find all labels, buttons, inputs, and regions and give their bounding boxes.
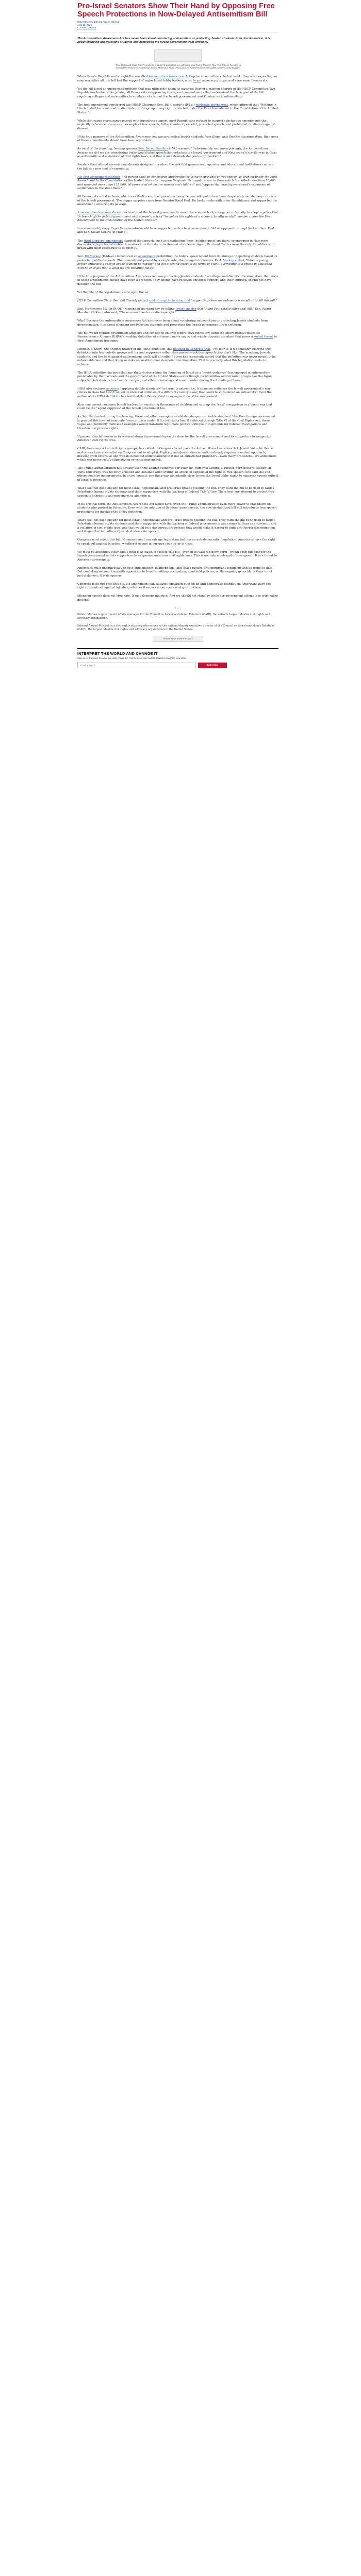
newsletter-subscribe-button[interactable]: Subscribe <box>198 663 227 668</box>
inline-link[interactable]: His first amendment clarified <box>77 175 121 179</box>
article-paragraph <box>77 319 278 327</box>
quoted-text: "supporting these amendments is an effort to kill this bill." <box>190 299 277 302</box>
paragraph-text: All Democrats voted in favor, which was itself a surprise given how many Democratic politicians have desperately avoided any criticism of the Israeli government. The bigger surprise came from Senator Rand Paul. He broke ranks with other Republicans and supported the amendment, ensuring its passage. <box>77 195 277 207</box>
article-paragraph <box>77 595 278 602</box>
article-paragraph <box>77 255 278 270</box>
article-photo <box>154 49 202 62</box>
article-paragraph <box>77 403 278 411</box>
article-paragraph <box>77 583 278 590</box>
paragraph-text: Also, one cannot condemn Israeli leaders for murdering thousands of children and sum up the "nazi" comparison in a harsh way that could be the "agent suppress" of the Israeli government too. <box>77 403 272 411</box>
paragraph-text: Yet the bill faced an unexpected problem that may ultimately doom its passage: During a markup hearing of the HELP Committee, two Republicans broke ranks, joining all Democrats in approving free speech amendments that undermined the true goal of the bill: requiring colleges and universities to conflate criticism of the Israeli government and Zionism with antisemitism. <box>77 87 275 98</box>
article-paragraph <box>77 227 278 235</box>
inline-link[interactable]: Antisemitism Awareness Act <box>149 75 190 79</box>
paragraph-text: Sen. Roger Marshall (R-Kan.) also said, <box>77 307 271 315</box>
inline-link[interactable]: moderate amendment <box>195 103 228 107</box>
paragraph-text: Sen. <box>77 255 85 259</box>
end-separator: • • • <box>174 606 182 610</box>
inline-link[interactable]: said during the hearing that <box>149 299 190 302</box>
article-dek: The Antisemitism Awareness Act has never been about countering antisemitism or protecting Jewish students from discrimination; it is about silencing pro-Palestine students and protecting the Israeli government from criticism. <box>77 37 270 44</box>
quoted-text: "no person shall be considered antisemitic for using their rights of free speech as granted under the First Amendment to the Constitution of the United States to… oppose Benjamin Netanyahu's war in Gaza which has killed more than 50,000 and wounded more than 115,000, 60 percent of whom are women and children" <box>77 175 277 187</box>
article-paragraph <box>77 519 278 534</box>
article-body <box>77 75 278 602</box>
newsletter-form <box>77 663 278 668</box>
inline-link[interactable]: amendment <box>138 255 156 259</box>
paragraph-text: If the true purpose of the Antisemitism Awareness Act was protecting Jewish students from illegal anti-Semitic discrimination, then none of these amendments should have been a problem. <box>77 135 278 143</box>
article-paragraph <box>77 147 278 159</box>
paragraph-text: as an example of free speech, full accounts of peaceful, protected speech, and prohibited retaliation against dissent. <box>77 123 275 130</box>
article-paragraph <box>77 120 278 131</box>
paragraph-text: Congress must reject this bill. No amendment can salvage legislation built on an anti-democratic foundation. Americans have the right to speak out against injustice, whether it occurs in our own country or in Gaza. <box>77 538 275 546</box>
article-paragraph <box>77 435 278 443</box>
inline-link[interactable]: Sen. Bernie Sanders <box>138 147 169 151</box>
article-paragraph <box>77 487 278 498</box>
paragraph-text: The Trump administration has already used this against students. For example, Rumeysa Ozturk, a Turkish-born doctoral student at Tufts University, was recently arrested and detained after writing an article in support of the right to free speech. She said she and others could be inappropriate. In a civil lawsuit, one thing was abundantly clear to me: the Israel lobby wants to suppress speech critical of Israel's atrocities. <box>77 467 278 482</box>
paragraph-text: That's still not good enough for most Israel Republicans and pro-Israel groups pushing the bill. They want the bill to be used to target Palestinian human rights students and their supporters with the backing of federal Title VI law. Therefore, any attempt to protect free speech is a threat to any movement to abandon it. <box>77 486 274 498</box>
quoted-text: "A breach of the federal government may compel a school “to violate the rights of a student, faculty, or staff member under the First Amendment to the Constitution of the United States.”" <box>77 215 272 222</box>
inline-link[interactable]: third Sanders' amendment <box>84 239 123 243</box>
inline-link[interactable]: Markey stated <box>223 259 244 262</box>
paragraph-text: If the true purpose of the Antisemitism Awareness Act was protecting Jewish students from illegal anti-Semitic discrimination, then none of these amendments should have been a problem. They should have received universal support, and their approval should not have derailed the bill. <box>77 275 278 286</box>
author-bios <box>77 613 278 632</box>
article-paragraph <box>77 551 278 562</box>
article-paragraph <box>77 275 278 286</box>
paragraph-text: The bill would require government agencies and schools to enforce federal civil rights law using the International Holocaust Remembrance Alliance (IHRA)'s working definition of antisemitism—a vague and widely disputed standard that poses a <box>77 331 260 339</box>
paragraph-text: CAIR, like many other civil rights groups, has called on Congress to not pass the Antisemitism Awareness Act. Jewish Voice for Peace and others have also called on Congress not to adopt it. Fighting anti-Jewish discrimination already requires a unified approach, drawing from extensive and well-documented understanding that not all anti-Zionist protesters—even many protesters—are antisemitic, which can never justify stigmatizing or censoring speech. <box>77 447 277 462</box>
quoted-text: "Rand Paul totally killed that bill." <box>204 307 254 311</box>
article-paragraph <box>77 176 278 191</box>
inline-link[interactable]: A second Sanders amendment <box>77 211 122 215</box>
newsletter-email-input[interactable] <box>77 663 196 668</box>
paragraph-text: to First Amendment freedoms. <box>77 335 277 343</box>
paragraph-text: "applying double standards" to Israel is antisemitic. If someone criticizes the Israeli government's war crimes in Gaza but hasn't issued an identical criticism of a different country's war, that could be considered an antisemitic. Even the author of the IHRA definition has testified that the standard is so vague it could be weaponized. <box>77 387 272 398</box>
paragraph-text: that <box>196 307 204 311</box>
article-paragraph <box>77 371 278 383</box>
article-paragraph <box>77 467 278 482</box>
article-headline: Pro-Israel Senators Show Their Hand by Opposing Free Speech Protections in Now-Delayed Antisemitism Bill <box>77 2 275 19</box>
paragraph-text: , <box>120 175 122 179</box>
article-paragraph <box>77 299 278 303</box>
paragraph-text: declared that the federal government cannot force any school, college, or university to adopt a policy that <box>122 211 278 215</box>
inline-link[interactable]: testified to Congress that <box>173 347 210 351</box>
article-paragraph <box>77 415 278 431</box>
paragraph-text: That's still not good enough for most Israeli Republicans and pro-Israel groups pushing the bill. They want the bill to be used to target Palestinian human rights students and their supporters with the backing of federal government's war crimes in Gaza as antisemitic and a violation of civil rights laws, and that would be a dangerous proposition that would make it harder to fight anti-Jewish discrimination and illegal discrimination of Jewish students for speech. <box>77 518 277 534</box>
quoted-text: HELP Committee Chair Sen. Bill Cassidy (R-La.) <box>77 299 149 302</box>
paragraph-text: , "My fear is, if we similarly enshrine this definition into law, outside groups will try and suppress—rather than answer—political speech they don't like. The academy, Jewish students, and the fight against antisemitism itself, will all suffer." Stern has repeatedly stated that the definition was never meant to be enforceable law and that doing so risks unconstitutional viewpoint discrimination. That is precisely what this legislation seeks to achieve. <box>77 347 276 366</box>
quoted-text: "When a young person criticizes a speech or the student newspaper and get a behind-effect of all forms of Fight. Everything to a prison in Louisiana with no charges that is what we are debating today." <box>77 259 272 270</box>
paragraph-text: Silencing speech does not stop hate. It only deepens injustice. And we should not stand by while our government attempts to criminalize dissent. <box>77 595 278 602</box>
quoted-text: As most of the founding, leading sponsor <box>77 147 139 151</box>
paragraph-text: advocacy groups, and even some Democrats. <box>201 79 268 82</box>
article-page <box>77 0 278 2576</box>
paragraph-text: If passed, this bill—even in its watered-down form—would open the door for the Israeli government and its supporters to weaponize American civil rights laws. <box>77 435 272 443</box>
paragraph-text: When Senate Republicans brought the so-called <box>77 75 149 79</box>
paragraph-text: The IHRA definition declares that any rhetoric describing the founding of Israel as a "racist endeavor" has engaged in antisemitism punishable by their schools and the government of the United States—even though racist militias and terrorist groups like the Irgun subjected Palestinians to a horrific campaign of ethnic cleansing and mass murder during the founding of Israel. <box>77 371 272 382</box>
author-bio: Robert McCaw is government affairs manager for the Council on American-Islamic Relations (CAIR), the nation's largest Muslim civil rights and advocacy organization. <box>77 613 270 620</box>
paragraph-text: (D-Mass.) introduced an <box>101 255 138 259</box>
article-paragraph <box>77 135 278 143</box>
quoted-text: "These amendments are disrespectful." <box>119 311 177 315</box>
article-paragraph <box>77 75 278 83</box>
paragraph-text: In a sane world, every Republican senator would have supported such a basic amendment. Yet all opposed it except for two: Sen. Paul and Sen. Susan Collins (R-Maine). <box>77 227 274 234</box>
paragraph-text: IHRA also declares <box>77 387 107 391</box>
paragraph-text: Kenneth S. Stern, the original drafter of the IHRA definition, has <box>77 347 173 351</box>
byline <box>77 21 278 29</box>
paragraph-text: While that vague reassurance passed with bipartisan support, most Republicans refused to support substantive amendments that explicitly referenced <box>77 119 268 127</box>
article-paragraph <box>77 195 278 207</box>
inline-link[interactable]: Israel <box>192 79 202 82</box>
paragraph-text: Americans must unequivocally oppose antisemitism, Islamophobia, anti-Black racism, anti-immigrant sentiment and all forms of hate. But conflating antisemitism with opposition to Israel's military occupation, apartheid policies, or the ongoing genocide in Gaza is not just dishonest. It is dangerous. <box>77 566 274 578</box>
inline-link[interactable]: accusing <box>106 387 120 391</box>
author-bio: Edward Ahmed Mitchell is a civil rights attorney who serves as the national deputy executive director of the Council on American-Islamic Relations (CAIR), the largest Muslim civil rights and advocacy organization in the United States. <box>77 624 275 631</box>
paragraph-text: and "oppose the Israeli government's expansion of settlements in the West Bank." <box>77 183 270 191</box>
article-paragraph <box>77 163 278 171</box>
paragraph-text: The first amendment considered was HELP Chairman Sen. Bill Cassidy's (R-La.) <box>77 103 196 107</box>
newsletter-text: Sign up for Common Dreams' free daily newsletter. Get the news that matters delivered straight to your inbox. <box>77 657 187 660</box>
topic-tag-button[interactable]: Antisemitism Awareness Act <box>153 636 203 642</box>
article-paragraph <box>77 503 278 514</box>
paragraph-text: prohibiting the federal government from detaining or deporting students based on protected political speech. That amendment passed by a single vote, thanks again to Senator Paul. <box>77 255 277 262</box>
article-paragraph <box>77 240 278 251</box>
article-paragraph <box>77 308 278 315</box>
article-paragraph <box>77 291 278 295</box>
article-paragraph <box>77 447 278 463</box>
article-paragraph <box>77 211 278 223</box>
article-paragraph <box>77 88 278 99</box>
paragraph-text: Sanders then offered several amendments designed to reduce the risk that government agencies and educational institutions can use the bill as a new tool of censorship. <box>77 163 274 171</box>
inline-link[interactable]: Jewish Insider <box>175 307 196 311</box>
paragraph-text: up for a committee vote last week, they were expecting an easy win. After all, the bill had the support of major Israel lobby leaders, most <box>77 75 277 82</box>
paragraph-text: As Sen. Paul noted during the hearing, these and other examples establish a dangerous double standard. No other foreign government is granted this level of immunity from criticism under U.S. civil rights law. If enforced through Title VI of the Civil Rights Act, these vague and politically motivated examples would transform legitimate political critique into grounds for federal investigations and threaten due process rights. <box>77 415 275 430</box>
newsletter-title: INTERPRET THE WORLD AND CHANGE IT <box>77 651 158 656</box>
paragraph-text: Yet the fate of the legislation is now up in the air. <box>77 291 150 294</box>
paragraph-text: , <box>244 259 246 262</box>
article-paragraph <box>77 538 278 546</box>
inline-link[interactable]: sorted threat <box>254 335 273 339</box>
paragraph-text: Sen. Markwayne Mullin (R-Ok.) responded the word key by telling <box>77 307 176 311</box>
inline-link[interactable]: Ed Markey <box>85 255 101 259</box>
paragraph-text: Congress must not pass this bill. No amendment can salvage legislation built on an anti-democratic foundation. Americans have the right to speak out against injustice, whether it occurs in our own country or in Gaza. <box>77 582 271 590</box>
article-paragraph <box>77 567 278 578</box>
byline-date: April 11, 2025 <box>77 23 92 26</box>
paragraph-text: We must be absolutely clear about what is at stake. If passed, this bill—even in its watered-down form—would open the door for the Israeli government and its supporters to weaponize American civil rights laws. This is not only a betrayal of free speech. It is a threat to American sovereignty. <box>77 550 277 562</box>
newsletter-signup <box>77 648 278 668</box>
article-paragraph <box>77 387 278 399</box>
article-paragraph <box>77 104 278 115</box>
byline-authors: Robert McCaw, Edward Ahmed Mitchell <box>77 21 119 23</box>
paragraph-text: Why? Because the Antisemitism Awareness Act has never been about countering antisemitism or protecting Jewish students from discrimination; it is about silencing pro-Palestine students and protecting the Israeli government from criticism. <box>77 319 268 327</box>
paragraph-text: , which affirmed that "Nothing in this Act shall be construed to diminish or infringe upon any right protected under the First Amendment to the Constitution of the United States." <box>77 103 278 114</box>
byline-source-link[interactable]: Common Dreams <box>77 26 96 29</box>
article-paragraph <box>77 332 278 343</box>
paragraph-text: The <box>77 239 84 243</box>
paragraph-text: In its original form, the Antisemitism Awareness Act would have given the Trump administration even more power to crackdown on students who protest in Palestine. Even with the addition of Sanders' amendments, the now-destabilized bill still introduces free speech protections for invoking the IHRA definition. <box>77 502 277 514</box>
inline-link[interactable]: Gaza <box>108 123 116 127</box>
photo-caption: "Free Mahmoud Khalil Now!" hundreds of anti-ICE protesters are gathering near Trump Tower in New York City on Tuesday to demand the release of Palestinian activist Mahmoud Khalil (Photo by Lev Radin/Pacific Press/LightRocket via Getty Images) <box>115 63 241 69</box>
paragraph-text: clarified that speech, such as distributing flyers, holding guest speakers, or engaging in classroom discussions, is protected unless it involves true threats or incitement of violence. Again, Paul and Collins were the only Republicans to break with their colleagues to support it. <box>77 239 275 250</box>
paragraph-text: (I-Vt.) warned, "Unfortunately and unsurprisingly, the Antisemitism Awareness Act we are considering today would label speech that criticizes the Israeli government and Netanyahu's horrific war in Gaza as antisemitic and a violation of civil rights laws, and that is an extremely dangerous proposition." <box>77 147 277 159</box>
article-paragraph <box>77 348 278 367</box>
